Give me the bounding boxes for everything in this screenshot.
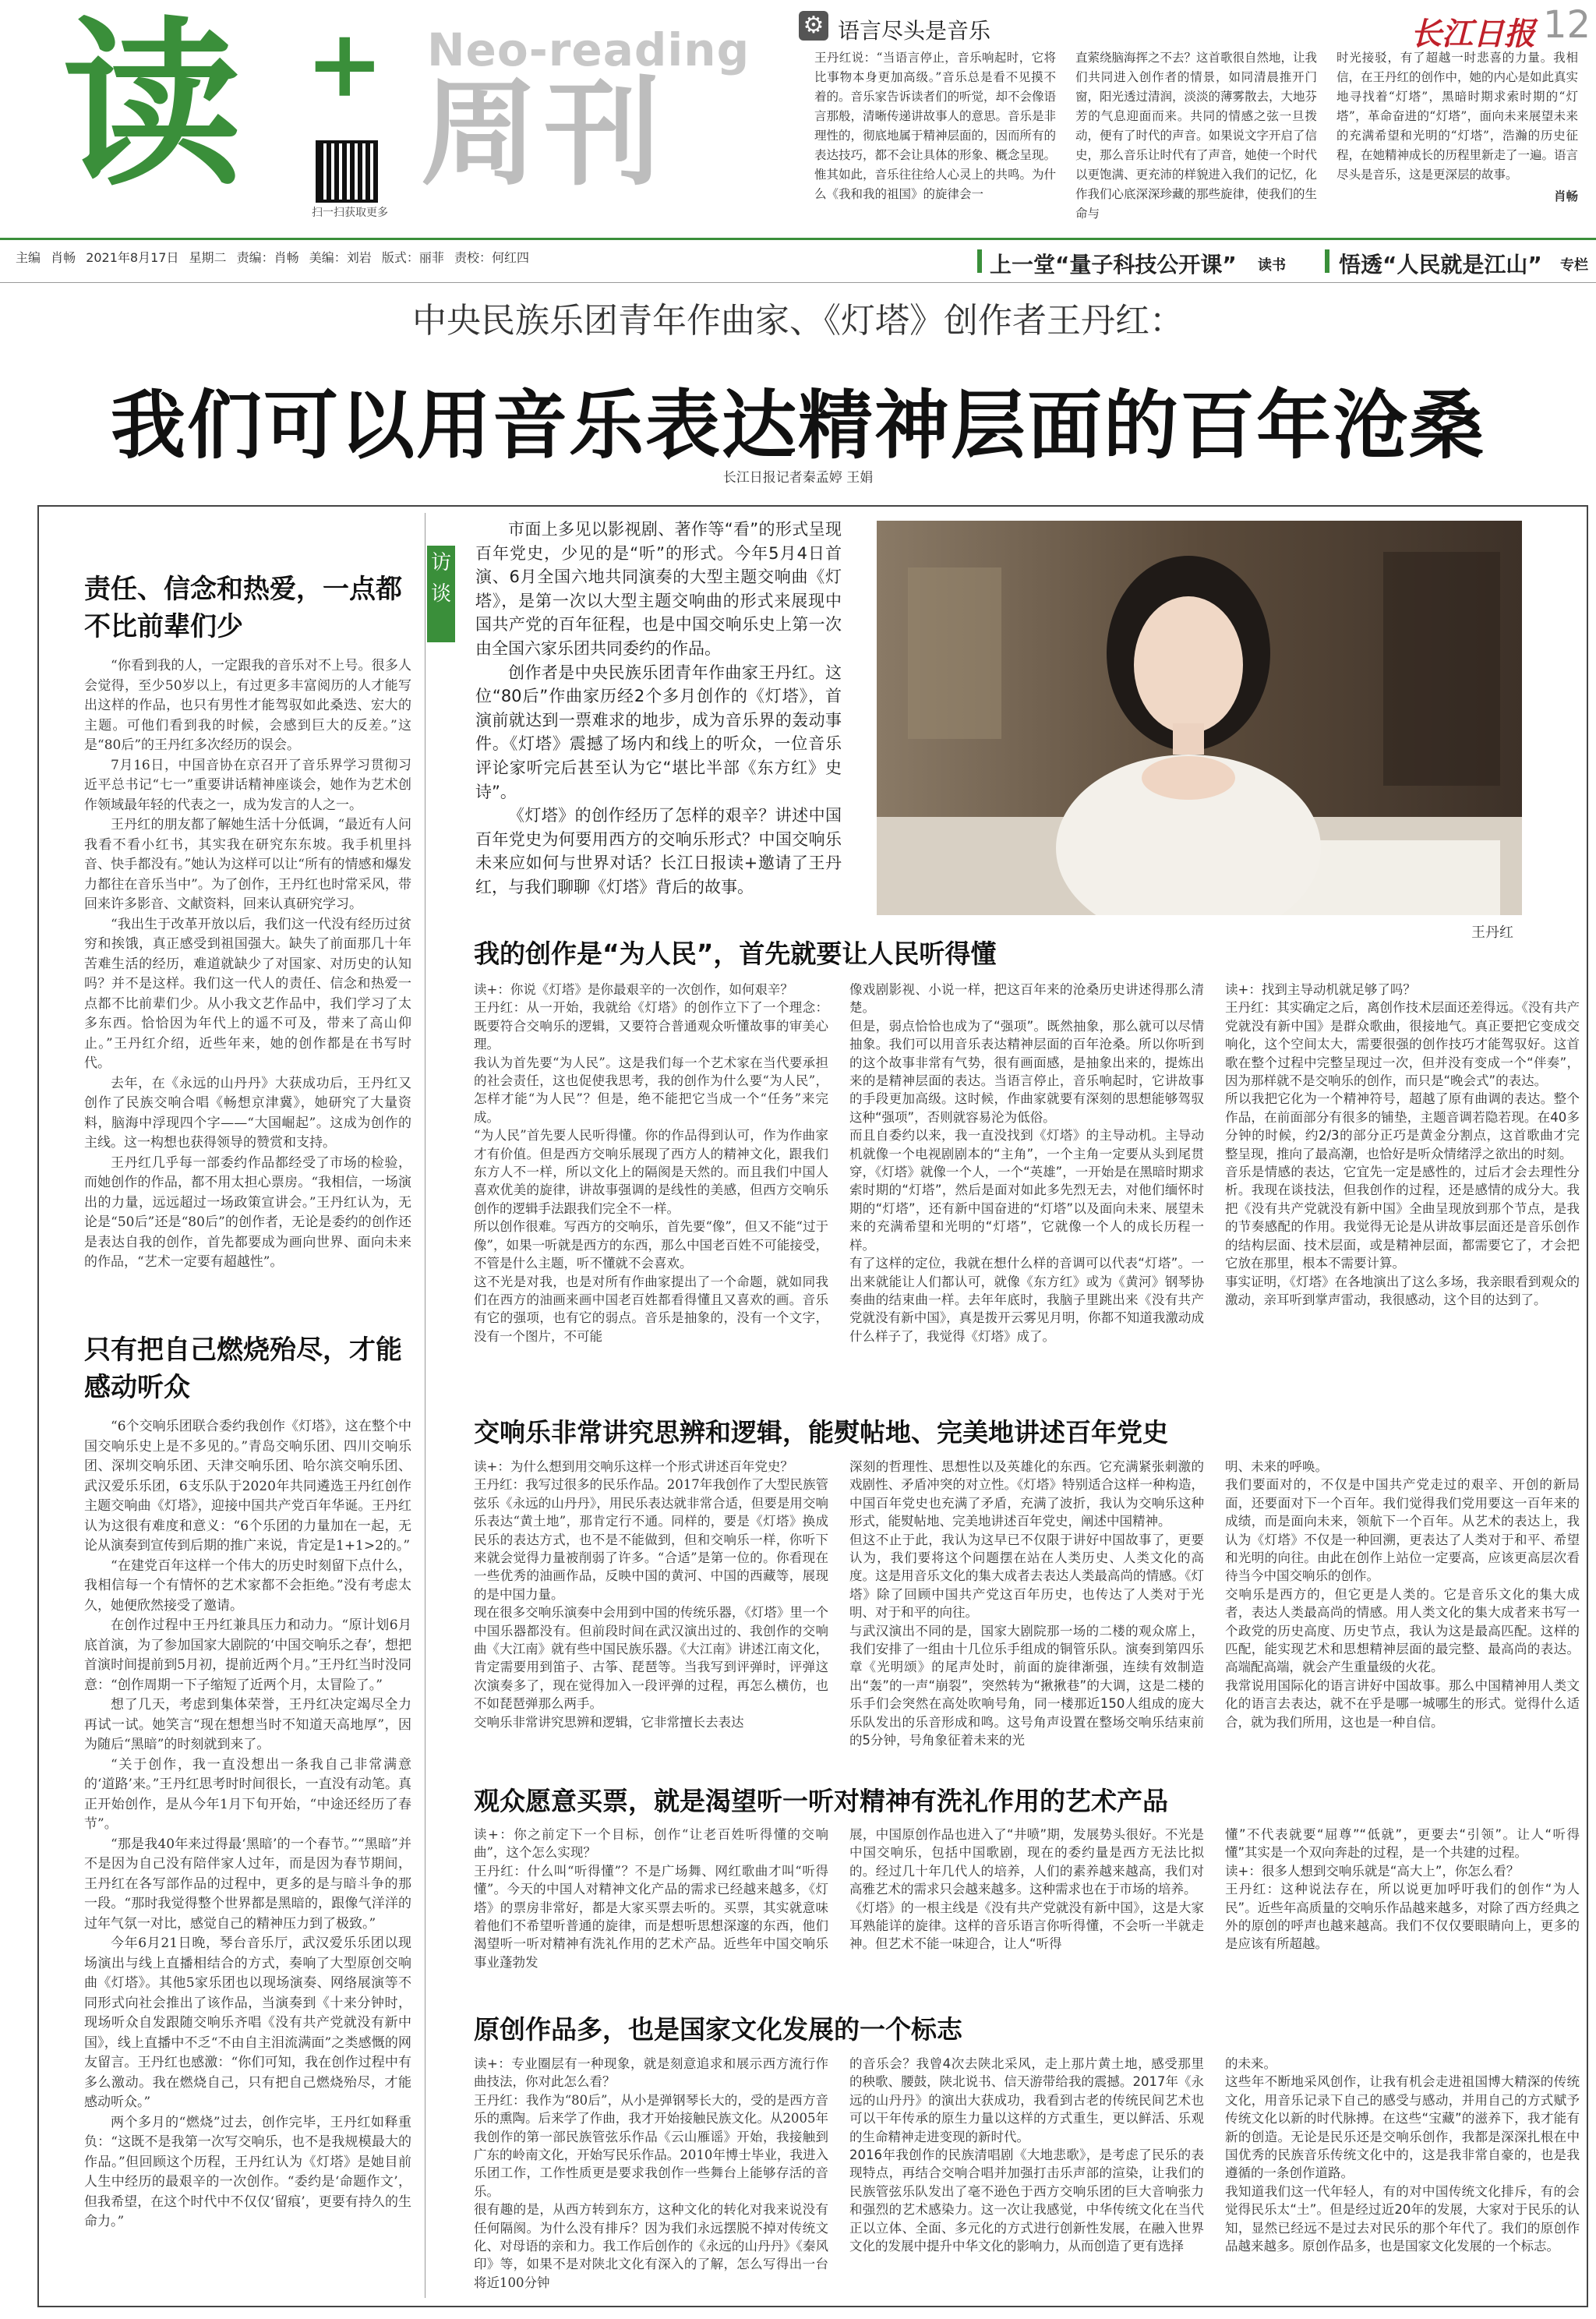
info-rule [0, 282, 1596, 283]
promo-1[interactable]: 上一堂“量子科技公开课” [990, 252, 1237, 278]
section-2-col-a: 读+：为什么想到用交响乐这样一个形式讲述百年党史？ 王丹红：我写过很多的民乐作品。2017年我创作了大型民族管弦乐《永远的山丹丹》，用民乐表达就非常合适，但要是用交响乐表达“黄土地”，那肯定行不通。同样的，要是《灯塔》换成民乐的表达方式，也不是不能做到，但和交响乐一样，你听下来就会觉得力量被削弱了许多。“合适”是第一位的。你看现在一些优秀的油画作品，反映中国的黄河、中国的西藏等，展现的是中国力量。 现在很多交响乐演奏中会用到中国的传统乐器，《灯塔》里一个中国乐器都没有。但前段时间在武汉演出过的、我创作的交响曲《大江南》就有些中国民族乐器。《大江南》讲述江南文化，肯定需要用到笛子、古筝、琵琶等。当我写到评弹时，评弹这次演奏多了，现在觉得加入一段评弹的过程，再怎么横仿，也不如琵琶弹那么两手。 交响乐非常讲究思辨和逻辑，它非常擅长去表达 [474, 1459, 828, 1730]
section-3-columns [474, 1826, 1580, 2005]
top-essay-col-1: 王丹红说：“当语言停止，音乐响起时，它将比事物本身更加高级。”音乐总是看不见摸不着的。音乐家告诉读者们的听觉，却不会像语言那般，清晰传递讲故事人的意思。音乐是非理性的，彻底地属于精神层面的，因而所有的表达技巧，都不会让具体的形象、概念呈现。惟其如此，音乐往往给人心灵上的共鸣。为什么《我和我的祖国》的旋律会一 [814, 51, 1056, 201]
top-essay-signature: 肖畅 [1553, 189, 1578, 203]
section-2-columns [474, 1458, 1580, 1769]
sidebar-1-para: 王丹红的朋友都了解她生活十分低调，“最近有人问我看不看小红书，其实我在研究东东坡。我手机里抖音、快手都没有。”她认为这样可以让“所有的情感和爆发力都往在音乐当中”。为了创作，王丹红也时常采风，带回来许多影音、文献资料，回来认真研究学习。 [84, 817, 411, 912]
article-headline: 我们可以用音乐表达精神层面的百年沧桑 [111, 381, 1485, 469]
section-2-title: 交响乐非常讲究思辨和逻辑，能熨帖地、完美地讲述百年党史 [474, 1417, 1168, 1448]
promo-1-tag: 读书 [1258, 257, 1286, 274]
sidebar-2-para: 在创作过程中王丹红兼具压力和动力。“原计划6月底首演，为了参加国家大剧院的‘中国交响乐之春’，想把首演时间提前到5月初，提前近两个月。”王丹红当时没同意：“创作周期一下子缩短了近两个月，太冒险了。” [84, 1617, 411, 1693]
section-1-title: 我的创作是“为人民”，首先就要让人民听得懂 [474, 939, 997, 969]
promo-bar-1 [977, 249, 982, 273]
sidebar-1 [84, 571, 411, 1273]
section-3-col-c: 懂”不代表就要“屈尊”“低就”，更要去“引领”。让人“听得懂”其实是一个双向奔赴的过程，是一个共建的过程。 读+：很多人想到交响乐就是“高大上”，你怎么看？ 王丹红：这种说法存在，所以说更加呼吁我们的创作“为人民”。近些年高质量的交响乐作品越来越多，对除了西方经典之外的原创的呼声也越来越高。我们不仅仅要眼睛向上，更多的是应该有所超越。 [1225, 1827, 1580, 1952]
sidebar-1-title: 责任、信念和热爱，一点都不比前辈们少 [84, 574, 402, 642]
sidebar-1-para: 去年，在《永远的山丹丹》大获成功后，王丹红又创作了民族交响合唱《畅想京津冀》，她研究了大量资料，脑海中浮现四个字——“大国崛起”。这成为创作的主线。这一构想也获得领导的赞赏和支持。 [84, 1075, 411, 1151]
paper-logo: 长江日报 [1411, 16, 1535, 52]
qr-code-icon[interactable] [316, 140, 378, 203]
section-4-col-b: 的音乐会？我曾4次去陕北采风，走上那片黄土地，感受那里的秧歌、腰鼓，陕北说书、信天游带给我的震撼。2017年《永远的山丹丹》的演出大获成功，我看到古老的传统民间艺术也可以干年传承的原生力量以这样的方式重生，更以鲜活、乐观的生命精神走进变现的新时代。 2016年我创作的民族清唱剧《大地悲歌》，是考虑了民乐的表现特点，再结合交响合唱并加强打击乐声部的渲染，让我们的民族管弦乐队发出了毫不逊色于西方交响乐团的巨大音响张力和强烈的艺术感染力。这一次让我感觉，中华传统文化在当代正以立体、全面、多元化的方式进行创新性发展，在融入世界文化的发展中提升中华文化的影响力，从而创造了更有选择 [849, 2056, 1204, 2254]
sidebar-1-para: 7月16日，中国音协在京召开了音乐界学习贯彻习近平总书记“七一”重要讲话精神座谈会，她作为艺术创作领域最年轻的代表之一，成为发言的人之一。 [84, 757, 411, 813]
gear-icon: ⚙ [799, 11, 828, 41]
sidebar-1-para: 王丹红几乎每一部委约作品都经受了市场的检验，而她创作的作品，都不用太担心票房。“我相信，一场演出的力量，远远超过一场政策宣讲会。”王丹红认为，无论是“50后”还是“80后”的创作者，无论是委约的创作还是表达自我的创作，首先都要成为画向世界、面向未来的作品，“艺术一定要有超越性”。 [84, 1154, 411, 1270]
intro-para: 市面上多见以影视剧、著作等“看”的形式呈现百年党史，少见的是“听”的形式。今年5月4日首演、6月全国六地共同演奏的大型主题交响曲《灯塔》，是第一次以大型主题交响曲的形式来展现中国共产党的百年征程，也是中国交响乐史上第一次由全国六家乐团共同委约的作品。 [475, 520, 842, 658]
promo-bar-2 [1325, 249, 1329, 273]
section-1-col-c: 读+：找到主导动机就足够了吗？ 王丹红：其实确定之后，离创作技术层面还差得远。《没有共产党就没有新中国》是群众歌曲，很接地气。真正要把它变成交响化，这个空间太大，需要很强的创作技巧才能驾驭好。这首歌在整个过程中完整呈现过一次，但并没有变成一个“伴奏”，因为那样就不是交响乐的创作，而只是“晚会式”的表达。 所以我把它化为一个精神符号，超越了原有曲调的表达。整个作品，在前面部分有很多的铺垫，主题音调若隐若现。在40多分钟的时候，约2/3的部分正巧是黄金分割点，这首歌曲才完整呈现，推向了最高潮，也恰好是听众情绪浮之欲出的时刻。 音乐是情感的表达，它宜先一定是感性的，过后才会去理性分析。我现在谈技法，但我创作的过程，还是感情的成分大。我把《没有共产党就没有新中国》全曲呈现放到那个节点，是我的节奏感配的作用。我觉得无论是从讲故事层面还是音乐创作的结构层面、技术层面，或是精神层面，都需要它了，才会把它放在那里，根本不需要计算。 事实证明，《灯塔》在各地演出了这么多场，我亲眼看到观众的激动，亲耳听到掌声雷动，我很感动，这个目的达到了。 [1225, 982, 1580, 1307]
sidebar-2-para: 今年6月21日晚，琴台音乐厅，武汉爱乐乐团以现场演出与线上直播相结合的方式，奏响了大型原创交响曲《灯塔》。其他5家乐团也以现场演奏、网络展演等不同形式向社会推出了该作品，当演奏到《十来分钟时，现场听众自发跟随交响乐齐唱《没有共产党就没有新中国》，线上直播中不乏“不由自主泪流满面”之类感慨的网友留言。王丹红也感激：“你们可知，我在创作过程中有多么激动。我在燃烧自己，只有把自己燃烧殆尽，才能感动听众。” [84, 1935, 411, 2110]
sidebar-2-title: 只有把自己燃烧殆尽，才能感动听众 [84, 1334, 402, 1403]
brand-plus: + [305, 9, 384, 118]
intro-para: 《灯塔》的创作经历了怎样的艰辛？讲述中国百年党史为何要用西方的交响乐形式？中国交响乐未来应如何与世界对话？长江日报读+邀请了王丹红，与我们聊聊《灯塔》背后的故事。 [475, 806, 842, 896]
page-number: 12 [1543, 3, 1591, 47]
sidebar-2-para: “6个交响乐团联合委约我创作《灯塔》，这在整个中国交响乐史上是不多见的。”青岛交响乐团、四川交响乐团、深圳交响乐团、天津交响乐团、哈尔滨交响乐团、武汉爱乐乐团，6支乐队于2020年共同遴选王丹红创作主题交响曲《灯塔》，迎接中国共产党百年华诞。王丹红认为这很有难度和意义：“6个乐团的力量加在一起，无论从演奏到宣传到后期的推广来说，肯定是1+1>2的。” [84, 1419, 411, 1554]
portrait-photo [877, 521, 1522, 915]
info-editor: 主编 肖畅 [16, 250, 76, 265]
section-2-col-b: 深刻的哲理性、思想性以及英雄化的东西。它充满紧张刺激的戏剧性、矛盾冲突的对立性。《灯塔》特别适合这样一种构造，中国百年党史也充满了矛盾，充满了波折，我认为交响乐这种形式，能熨帖地、完美地讲述百年党史，阐述中国精神。 但这不止于此，我认为这早已不仅限于讲好中国故事了，更要认为，我们要将这个问题摆在站在人类历史、人类文化的高度。这是用音乐文化的集大成者去表达人类最高尚的情感。《灯塔》除了回顾中国共产党这百年历史，也传达了人类对于光明、对于和平的向往。 与武汉演出不同的是，国家大剧院那一场的二楼的观众席上，我们安排了一组由十几位乐手组成的铜管乐队。演奏到第四乐章《光明颂》的尾声处时，前面的旋律渐强，连续有效制造出“轰”的一声“崩裂”，突然转为“揪揪巷”的大调，这是二楼的乐手们会突然在高处吹响号角，同一楼那近150人组成的庞大乐队发出的乐音形成和鸣。这号角声设置在整场交响乐结束前的5分钟，号角象征着未来的光 [849, 1459, 1204, 1748]
section-1-columns [474, 981, 1580, 1402]
section-3-title: 观众愿意买票，就是渴望听一听对精神有洗礼作用的艺术产品 [474, 1786, 1168, 1816]
photo-caption: 王丹红 [1471, 924, 1513, 941]
sidebar-2-para: 两个多月的“燃烧”过去，创作完毕，王丹红如释重负：“这既不是我第一次写交响乐，也不是我规模最大的作品。”但回顾这个历程，王丹红认为《灯塔》是她目前人生中经历的最艰辛的一次创作。“委约是‘命题作文’，但我希望，在这个时代中不仅仅‘留痕’，更要有持久的生命力。” [84, 2114, 411, 2229]
info-art-editor: 美编：刘岩 [309, 250, 372, 265]
info-weekday: 星期二 [189, 250, 227, 265]
section-2-col-c: 明、未来的呼唤。 我们要面对的，不仅是中国共产党走过的艰辛、开创的新局面，还要面对下一个百年。我们觉得我们党用要这一百年来的成绩，而是面向未来，领航下一个百年。从艺术的表达上，我认为《灯塔》不仅是一种回溯，更表达了人类对于和平、希望和光明的向往。由此在创作上站位一定要高，应该更高层次看待当今中国交响乐的创作。 交响乐是西方的，但它更是人类的。它是音乐文化的集大成者，表达人类最高尚的情感。用人类文化的集大成者来书写一个政党的历史高度、历史节点，我认为这是最高匹配。这样的匹配，能实现艺术和思想精神层面的最完整、最高尚的表达。高端配高端，就会产生重量级的火花。 我常说用国际化的语言讲好中国故事。那么中国精神用人类文化的语言去表达，就不在乎是哪一城哪生的形式。觉得什么适合，就为我们所用，这也是一种自信。 [1225, 1459, 1580, 1730]
sidebar-2-para: “那是我40年来过得最‘黑暗’的一个春节。”“黑暗”并不是因为自己没有陪伴家人过年，而是因为春节期间，王丹红在各写部作品的过程中，更多的是与暗斗争的那一段。“那时我觉得整个世界都是黑暗的，跟像气洋洋的过年气氛一对比，感觉自己的精神压力到了极致。” [84, 1836, 411, 1932]
article-subhead: 中央民族乐团青年作曲家、《灯塔》创作者王丹红： [412, 301, 1184, 341]
section-title: 语言尽头是音乐 [838, 18, 991, 44]
section-3-col-b: 展，中国原创作品也进入了“井喷”期，发展势头很好。不光是中国交响乐，包括中国歌剧，现在的委约量是西方无法比拟的。经过几十年几代人的培养，人们的素养越来越高，我们对高雅艺术的需求只会越来越多。这种需求也在于市场的培养。 《灯塔》的一根主线是《没有共产党就没有新中国》，这是大家耳熟能详的旋律。这样的音乐语言你听得懂，不会听一半就走神。但艺术不能一味迎合，让人“听得 [849, 1827, 1204, 1952]
brand-du: 读 [62, 0, 242, 210]
section-4-col-c: 的未来。 这些年不断地采风创作，让我有机会走进祖国博大精深的传统文化，用音乐记录下自己的感受与感动，并用自己的方式赋予传统文化以新的时代脉搏。在这些“宝藏”的滋养下，我才能有新的创造。无论是民乐还是交响乐创作，我都是深深扎根在中国优秀的民族音乐传统文化中的，这是我非常自豪的，也是我遵循的一条创作道路。 我知道我们这一代年轻人，有的对中国传统文化排斥，有的会觉得民乐太“土”。但是经过近20年的发展，大家对于民乐的认知，显然已经远不是过去对民乐的那个年代了。我们的原创作品越来越多。原创作品多，也是国家文化发展的一个标志。 [1225, 2056, 1580, 2254]
section-3-col-a: 读+：你之前定下一个目标，创作“让老百姓听得懂的交响曲”，这个怎么实现？ 王丹红：什么叫“听得懂”？不是广场舞、网红歌曲才叫“听得懂”。今天的中国人对精神文化产品的需求已经越来越多，《灯塔》的票房非常好，都是大家买票去听的。买票，其实就意味着他们不希望听普通的旋律，而是想听思想深邃的东西，他们渴望听一听对精神有洗礼作用的艺术产品。近些年中国交响乐事业蓬勃发 [474, 1827, 828, 1970]
section-1-col-a: 读+：你说《灯塔》是你最艰辛的一次创作，如何艰辛？ 王丹红：从一开始，我就给《灯塔》的创作立下了一个理念：既要符合交响乐的逻辑，又要符合普通观众听懂故事的审美心理。 我认为首先要“为人民”。这是我们每一个艺术家在当代要承担的社会责任，这也促使我思考，我的创作为什么要“为人民”，怎样才能“为人民”？但是，绝不能把它当成一个“任务”来完成。 “为人民”首先要人民听得懂。你的作品得到认可，作为作曲家才有价值。但是西方交响乐展现了西方人的精神文化，跟我们东方人不一样，所以文化上的隔阂是天然的。而且我们中国人喜欢优美的旋律，讲故事强调的是线性的美感，但西方交响乐创作的逻辑手法跟我们完全不一样。 所以创作很难。写西方的交响乐，首先要“像”，但又不能“过于像”，如果一听就是西方的东西，那么中国老百姓不可能接受，不管是什么主题，听不懂就不会喜欢。 这不光是对我，也是对所有作曲家提出了一个命题，就如同我们在西方的油画来画中国老百姓都看得懂且又喜欢的画。音乐有它的强项，也有它的弱点。音乐是抽象的，没有一个文字，没有一个图片，不可能 [474, 982, 828, 1344]
intro-para: 创作者是中央民族乐团青年作曲家王丹红。这位“80后”作曲家历经2个多月创作的《灯塔》，首演前就达到一票难求的地步，成为音乐界的轰动事件。《灯塔》震撼了场内和线上的听众，一位音乐评论家听完后甚至认为它“堪比半部《东方红》史诗”。 [475, 663, 842, 801]
info-layout: 版式：丽菲 [381, 250, 444, 265]
promo-2-tag: 专栏 [1560, 257, 1588, 274]
sidebar-2 [84, 1331, 411, 2232]
sidebar-2-para: “关于创作，我一直没想出一条我自己非常满意的‘道路’来。”王丹红思考时时间很长，一直没有动笔。真正开始创作，是从今年1月下旬开始，“中途还经历了春节”。 [84, 1756, 411, 1832]
info-date: 2021年8月17日 [86, 250, 179, 265]
info-duty-editor: 责编：肖畅 [236, 250, 299, 265]
masthead-rule [0, 238, 1596, 240]
section-4-title: 原创作品多，也是国家文化发展的一个标志 [474, 2014, 962, 2045]
article-byline: 长江日报记者秦孟婷 王娟 [722, 470, 874, 486]
sidebar-1-para: “我出生于改革开放以后，我们这一代没有经历过贫穷和挨饿，真正感受到祖国强大。缺失了前面那几十年苦难生活的经历，难道就缺少了对国家、对历史的认知吗？并不是这样。我们这一代人的责任、信念和热爱一点都不比前辈们少。从小我文艺作品中，我们学习了太多东西。恰恰因为年代上的遥不可及，带来了高山仰止。”王丹红介绍，近些年来，她的创作都是在书写时代。 [84, 916, 411, 1071]
info-bar [16, 248, 529, 266]
sidebar-1-para: “你看到我的人，一定跟我的音乐对不上号。很多人会觉得，至少50岁以上，有过更多丰富阅历的人才能写出这样的作品，也只有男性才能驾驭如此桑迭、宏大的主题。可他们看到我的时候，会感到巨大的反差。”这是“80后”的王丹红多次经历的误会。 [84, 658, 411, 753]
promo-2[interactable]: 悟透“人民就是江山” [1339, 252, 1542, 278]
section-1-col-b: 像戏剧影视、小说一样，把这百年来的沧桑历史讲述得那么清楚。 但是，弱点恰恰也成为了“强项”。既然抽象，那么就可以尽情抽象。我们可以用音乐表达精神层面的百年沧桑。所以你听到的这个故事非常有气势，很有画面感，是抽象出来的，提炼出来的是精神层面的表达。当语言停止，音乐响起时，它讲故事的手段更加高级。这时候，作曲家就要有深刻的思想能够驾驭这种“强项”，否则就容易沦为低俗。 而且自委约以来，我一直没找到《灯塔》的主导动机。主导动机就像一个电视剧剧本的“主角”，一个主角一定要从头到尾贯穿，《灯塔》就像一个人，一个“英雄”，一开始是在黑暗时期求索时期的“灯塔”，然后是面对如此多先烈无去，对他们缅怀时期的“灯塔”，还有新中国奋进的“灯塔”以及面向未来、展望未来的充满希望和光明的“灯塔”，它就像一个人的成长历程一样。 有了这样的定位，我就在想什么样的音调可以代表“灯塔”。一出来就能让人们都认可，就像《东方红》或为《黄河》钢琴协奏曲的结束曲一样。去年年底时，我脑子里跳出来《没有共产党就没有新中国》，真是拨开云雾见月明，你都不知道我激动成什么样子了，我觉得《灯塔》成了。 [849, 982, 1204, 1344]
brand-zhoukan: 周刊 [421, 65, 668, 202]
section-4-columns [474, 2055, 1580, 2296]
qr-caption: 扫一扫获取更多 [312, 207, 388, 219]
sidebar-2-para: “在建党百年这样一个伟大的历史时刻留下点什么，我相信每一个有情怀的艺术家都不会拒绝。”没有考虑太久，她便欣然接受了邀请。 [84, 1557, 411, 1614]
top-essay-col-3 [1336, 48, 1578, 228]
interview-tag: 访谈 [427, 546, 455, 642]
portrait-illustration [877, 521, 1522, 915]
top-essay [814, 48, 1586, 239]
brand-neo-reading: Neo-reading [427, 23, 750, 76]
sidebar-2-para: 想了几天，考虑到集体荣誉，王丹红决定竭尽全力再试一试。她笑言“现在想想当时不知道天高地厚”，因为随后“黑暗”的时刻就到来了。 [84, 1697, 411, 1752]
info-proof: 责校：何红四 [454, 250, 529, 265]
article-intro [475, 518, 842, 900]
top-essay-col-2: 直萦绕脑海挥之不去？这首歌很自然地，让我们共同进入创作者的情景，如同清晨推开门窗，阳光透过清润，淡淡的薄雾散去，大地芬芳的气息迎面而来。共同的情感之弦一旦拨动，便有了时代的声音。如果说文字开启了信史，那么音乐让时代有了声音，她使一个时代以更饱满、更充沛的样貌进入我们的记忆，化作我们心底深深珍藏的那些旋律，使我们的生命与 [1075, 51, 1317, 221]
section-4-col-a: 读+：专业圈层有一种现象，就是刻意追求和展示西方流行作曲技法，你对此怎么看？ 王丹红：我作为“80后”，从小是弹钢琴长大的，受的是西方音乐的熏陶。后来学了作曲，我才开始接触民族文化。从2005年我创作的第一部民族管弦乐作品《云山雁谣》开始，我接触到广东的岭南文化，开始写民乐作品。2010年博士毕业，我进入乐团工作，工作性质更是要求我创作一些舞台上能够存活的音乐。 很有趣的是，从西方转到东方，这种文化的转化对我来说没有任何隔阂。为什么没有排斥？因为我们永远摆脱不掉对传统文化、对母语的亲和力。我工作后创作的《永远的山丹丹》《秦风印》等，如果不是对陕北文化有深入的了解，怎么写得出一台将近100分钟 [474, 2056, 828, 2290]
top-essay-col-3-text: 时光接驳，有了超越一时悲喜的力量。我相信，在王丹红的创作中，她的内心是如此真实地寻找着“灯塔”，黑暗时期求索时期的“灯塔”，革命奋进的“灯塔”，面向未来展望未来的充满希望和光明的“灯塔”，浩瀚的历史征程，在她精神成长的历程里新走了一遍。语言尽头是音乐，这是更深层的故事。 [1336, 51, 1578, 182]
